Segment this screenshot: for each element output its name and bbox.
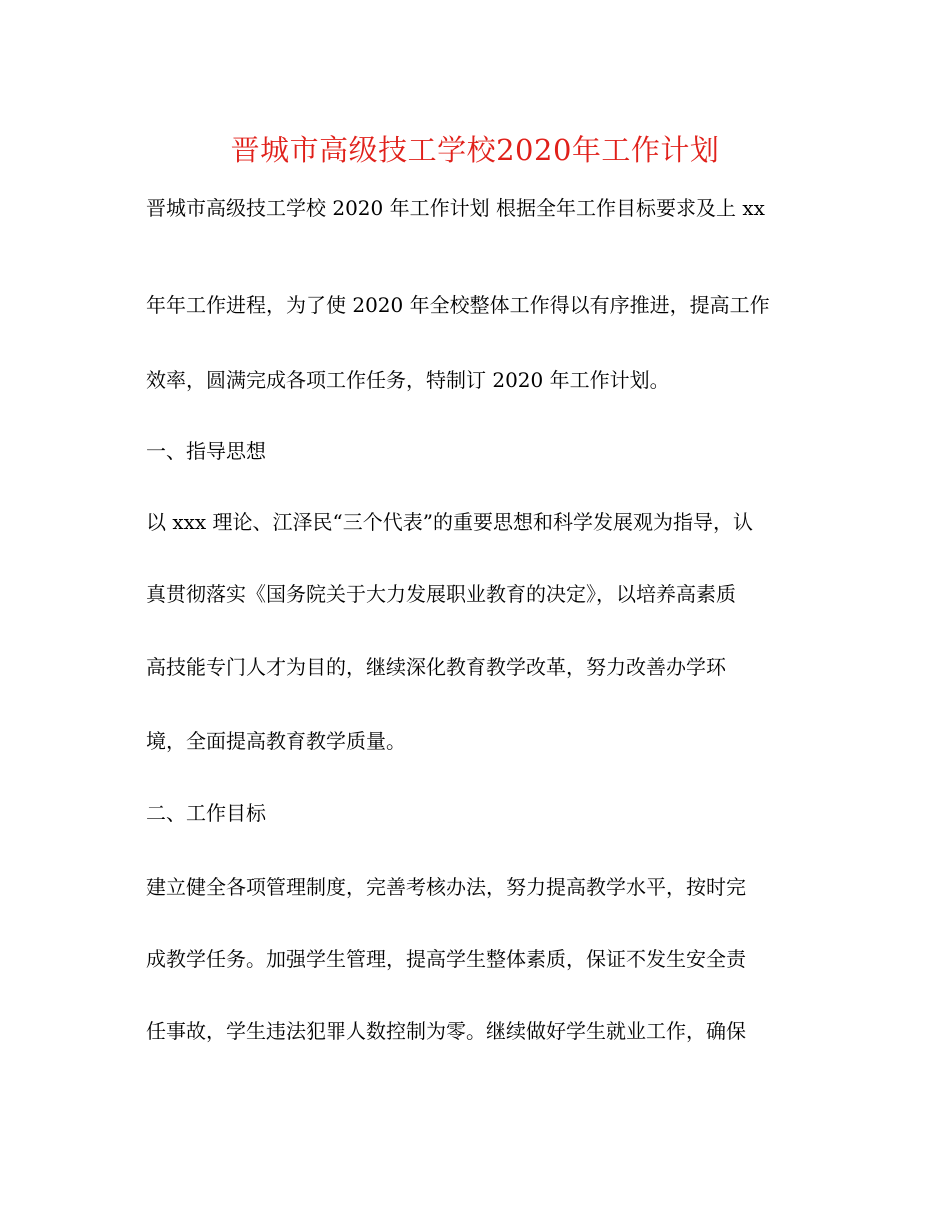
body-line: 建立健全各项管理制度，完善考核办法，努力提高教学水平，按时完 xyxy=(146,875,746,899)
section-heading: 一、指导思想 xyxy=(146,439,266,463)
body-line: 高技能专门人才为目的，继续深化教育教学改革，努力改善办学环 xyxy=(146,655,726,679)
body-line: 成教学任务。加强学生管理，提高学生整体素质，保证不发生安全责 xyxy=(146,947,746,971)
body-line: 真贯彻落实《国务院关于大力发展职业教育的决定》，以培养高素质 xyxy=(146,582,736,606)
body-line: 任事故，学生违法犯罪人数控制为零。继续做好学生就业工作，确保 xyxy=(146,1019,746,1043)
body-line: 以 xxx 理论、江泽民“三个代表”的重要思想和科学发展观为指导，认 xyxy=(146,510,754,534)
body-line: 晋城市高级技工学校 2020 年工作计划 根据全年工作目标要求及上 xx xyxy=(146,196,765,220)
document-title: 晋城市高级技工学校2020年工作计划 xyxy=(230,133,720,167)
body-line: 效率，圆满完成各项工作任务，特制订 2020 年工作计划。 xyxy=(146,368,670,392)
body-line: 境，全面提高教育教学质量。 xyxy=(146,729,406,753)
body-line: 年年工作进程，为了使 2020 年全校整体工作得以有序推进，提高工作 xyxy=(146,293,770,317)
section-heading: 二、工作目标 xyxy=(146,801,266,825)
